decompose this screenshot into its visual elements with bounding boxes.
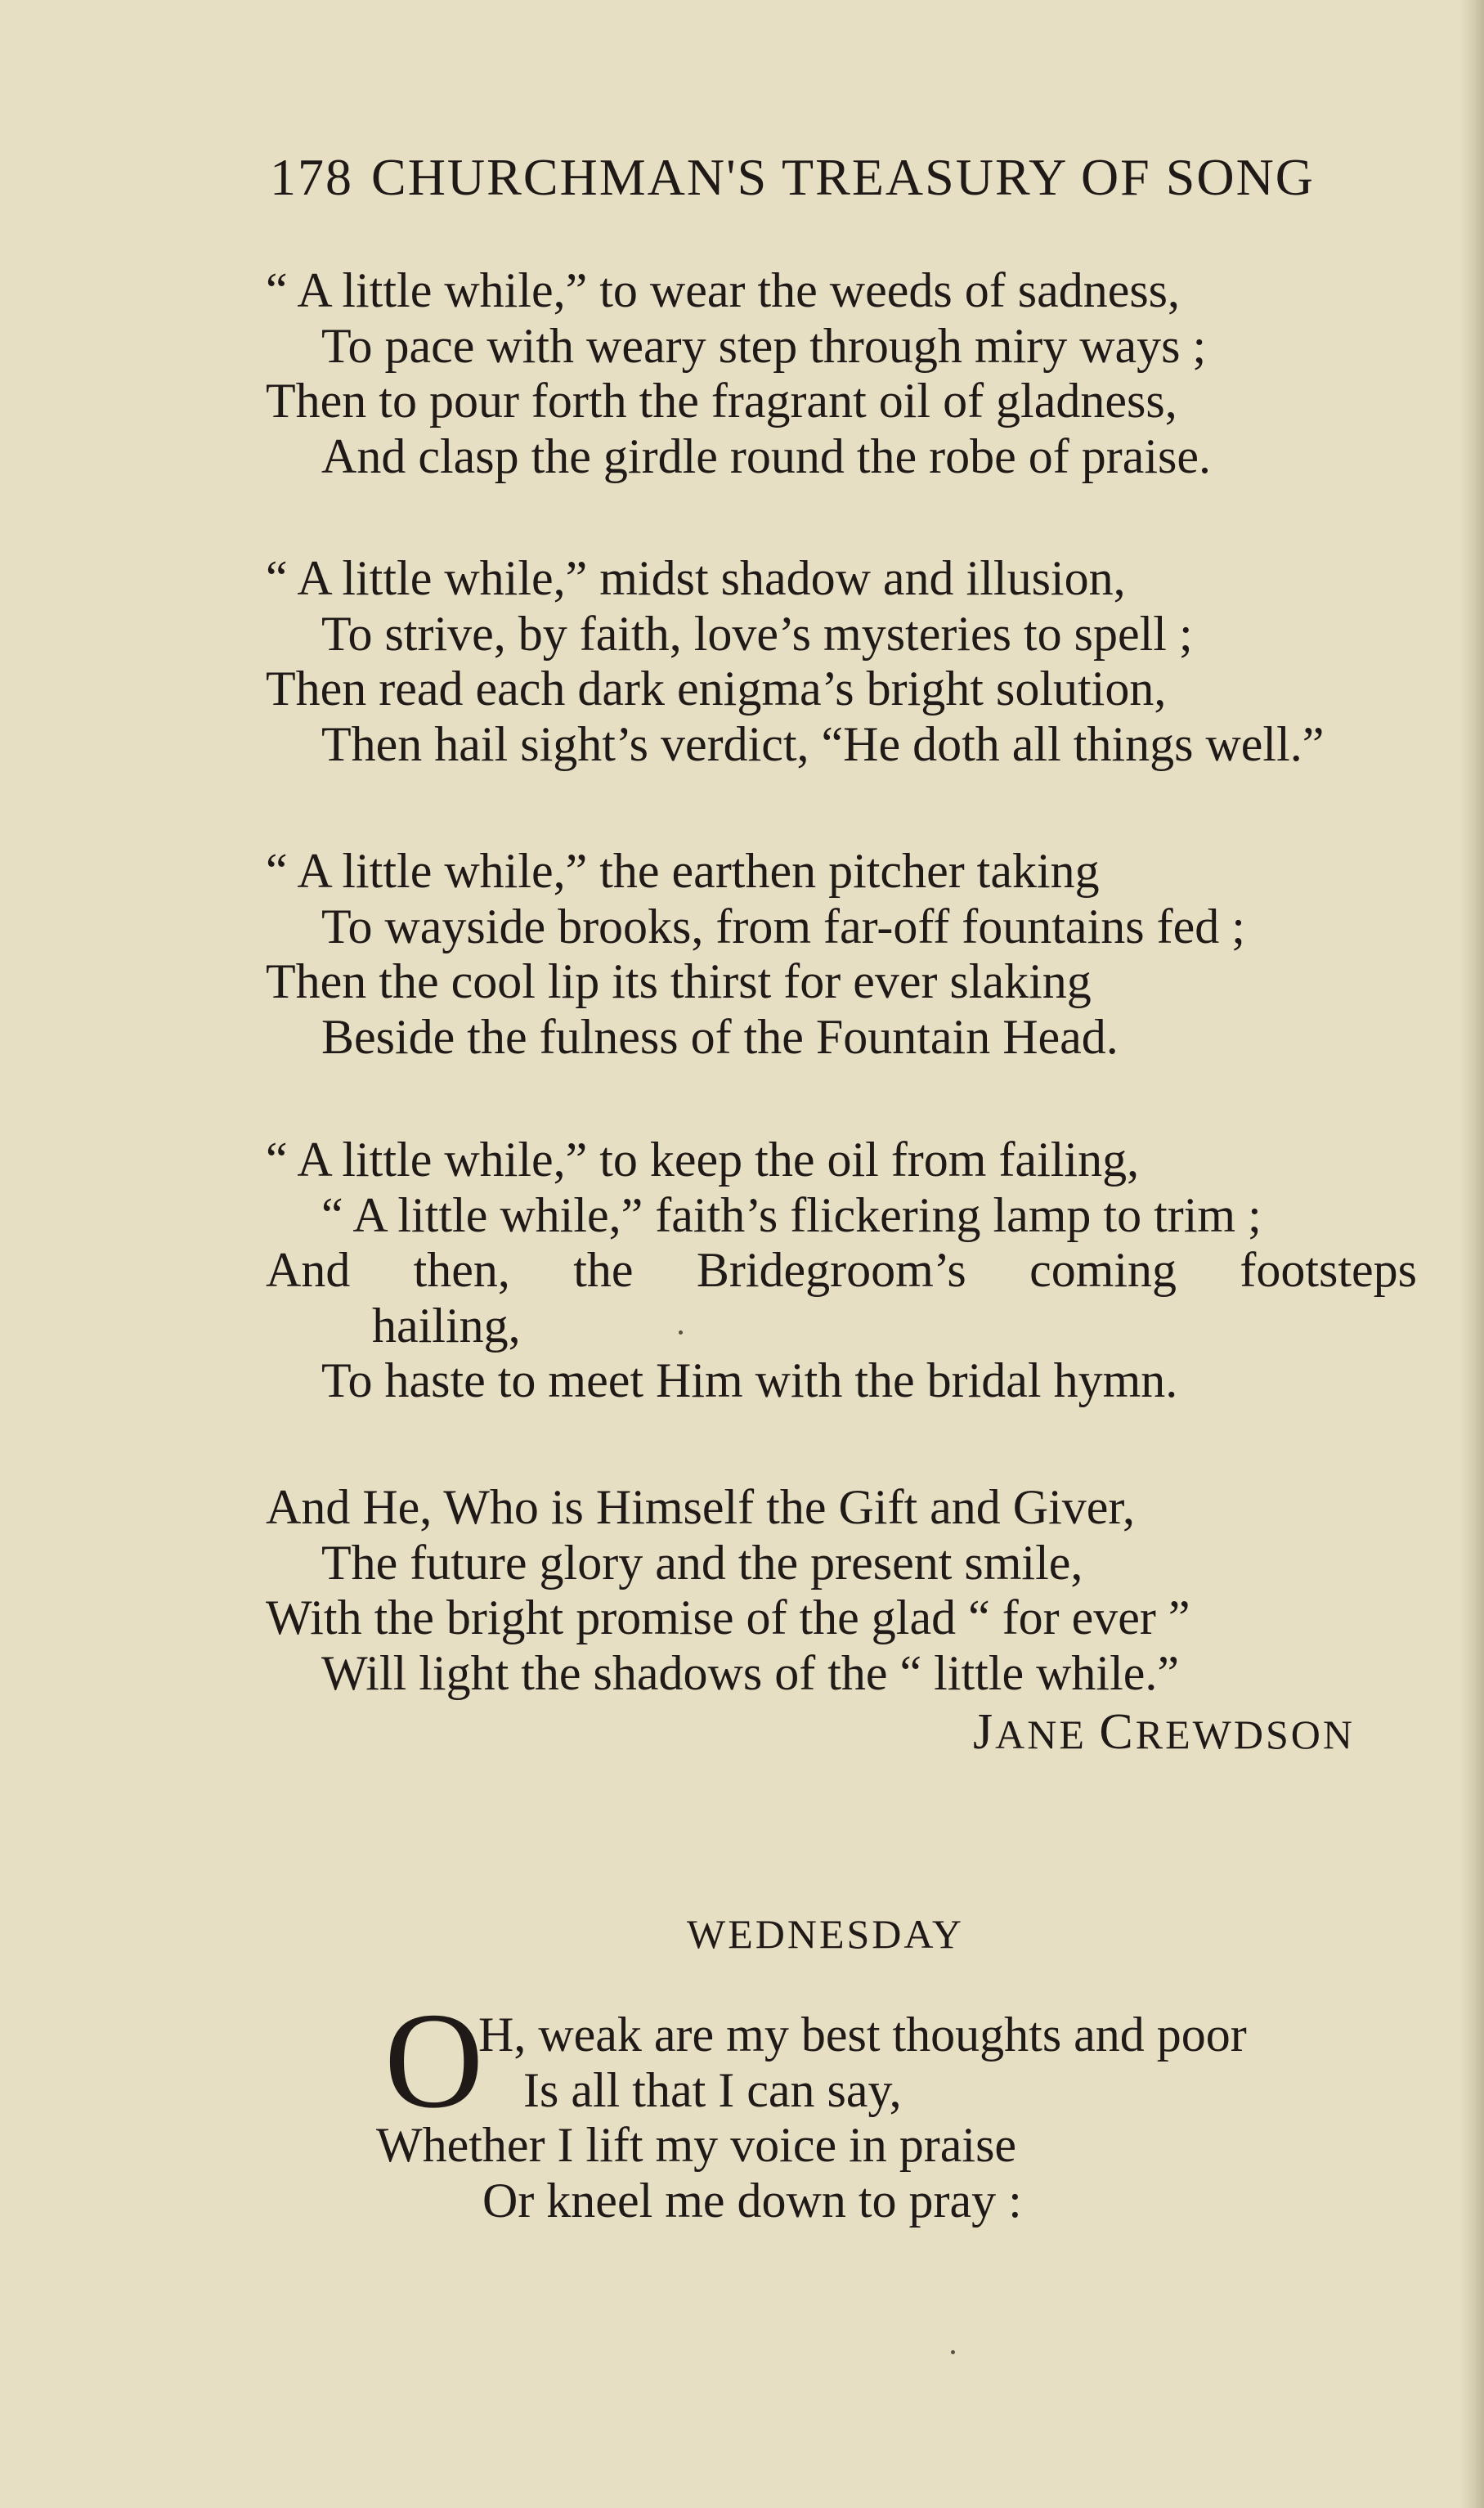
poem-line: To strive, by faith, love’s mysteries to spell ; [321,606,1193,661]
stanza-2 [266,551,1324,772]
poem-line: To haste to meet Him with the bridal hymn. [321,1353,1178,1407]
paper-speck [679,1330,683,1335]
section-title: WEDNESDAY [687,1911,965,1957]
poem-line: “ A little while,” to wear the weeds of sadness, [266,263,1181,317]
running-title: CHURCHMAN'S TREASURY OF SONG [371,148,1315,206]
poem-line: And clasp the girdle round the robe of praise. [321,428,1211,483]
poem-line: And then, the Bridegroom’s coming footsteps [266,1243,1417,1297]
author-name-part: REWDSON [1135,1712,1355,1757]
drop-cap: O [384,1985,484,2137]
poem-line: The future glory and the present smile, [321,1535,1083,1590]
hymn-line: H, weak are my best thoughts and poor [478,2008,1247,2062]
page-edge-shadow [1459,0,1484,2508]
poem-line: “ A little while,” faith’s flickering lamp to trim ; [321,1187,1262,1242]
poem-line: “ A little while,” to keep the oil from failing, [266,1133,1140,1187]
poem-line: With the bright promise of the glad “ for ever ” [266,1590,1190,1644]
hymn-opening [376,2008,1247,2228]
poem-line: Then the cool lip its thirst for ever slaking [266,954,1092,1008]
hymn-line: Or kneel me down to pray : [482,2173,1022,2228]
page-number: 178 [270,148,353,206]
poem-line: To wayside brooks, from far-off fountains fed ; [321,899,1245,953]
poem-line: Then read each dark enigma’s bright solution, [266,662,1167,716]
paper-speck [951,2350,955,2354]
poem-line: “ A little while,” midst shadow and illusion, [266,551,1126,605]
author-name-part: ANE [995,1712,1087,1757]
poem-line: Beside the fulness of the Fountain Head. [321,1009,1119,1064]
stanza-1 [266,263,1211,484]
hymn-line: Is all that I can say, [523,2062,902,2117]
poem-line: And He, Who is Himself the Gift and Giver, [266,1480,1135,1534]
poem-line: Then hail sight’s verdict, “He doth all things well.” [321,716,1325,771]
poem-line: “ A little while,” the earthen pitcher taking [266,844,1100,898]
running-header [270,147,1315,208]
author-initial: C [1099,1704,1136,1760]
poem-line: To pace with weary step through miry ways ; [321,318,1207,373]
stanza-3 [266,844,1245,1065]
author-initial: J [973,1704,996,1760]
hymn-line: Whether I lift my voice in praise [376,2118,1017,2172]
poem-line: Will light the shadows of the “ little while.” [321,1645,1180,1700]
author-attribution [973,1703,1355,1761]
stanza-5 [266,1480,1190,1701]
stanza-4 [266,1133,1417,1409]
poem-line: Then to pour forth the fragrant oil of gladness, [266,374,1177,428]
poem-line-continuation: hailing, [372,1298,521,1353]
